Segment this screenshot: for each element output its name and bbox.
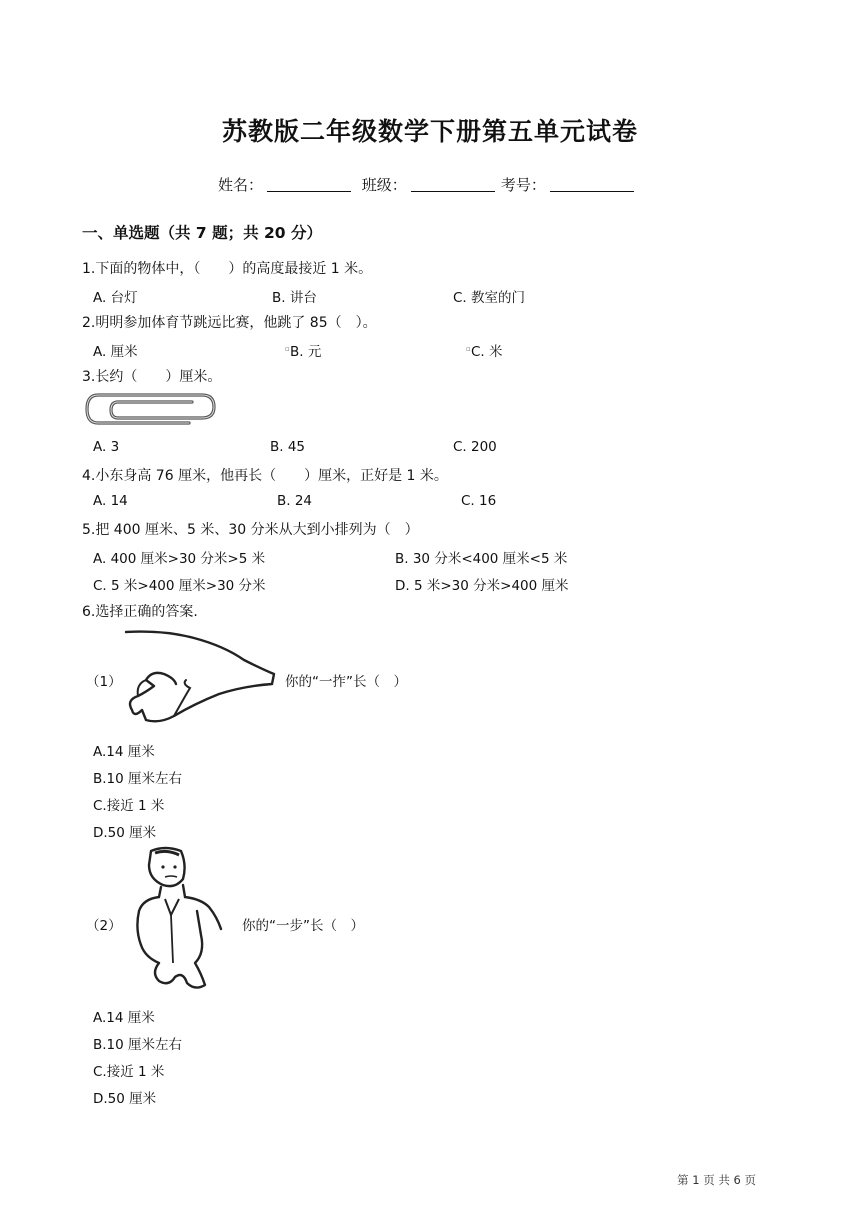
- q6-sub2-number: （2）: [86, 918, 122, 934]
- page-title: 苏教版二年级数学下册第五单元试卷: [221, 117, 638, 146]
- paperclip-icon: [84, 390, 219, 428]
- q2-option-c: C. 米: [471, 344, 503, 360]
- q2-option-a: A. 厘米: [93, 344, 138, 360]
- question-4-stem: 4.小东身高 76 厘米，他再长（ ）厘米，正好是 1 米。: [82, 468, 448, 484]
- question-3-stem: 3.长约（ ）厘米。: [82, 369, 222, 385]
- person-icon: [125, 845, 235, 997]
- number-label: 考号：: [500, 176, 546, 194]
- q6-sub1-option-a: A.14 厘米: [93, 744, 155, 760]
- q6-sub1-text: 你的“一拃”长（ ）: [285, 674, 407, 690]
- q6-sub2-option-c: C.接近 1 米: [93, 1064, 165, 1080]
- q6-sub1-option-d: D.50 厘米: [93, 825, 157, 841]
- question-6-stem: 6.选择正确的答案.: [82, 604, 198, 620]
- number-blank[interactable]: [550, 177, 634, 192]
- q4-option-a: A. 14: [93, 493, 128, 509]
- q5-option-d: D. 5 米>30 分米>400 厘米: [395, 578, 569, 594]
- question-5-stem: 5.把 400 厘米、5 米、30 分米从大到小排列为（ ）: [82, 522, 419, 538]
- q4-option-b: B. 24: [277, 493, 313, 509]
- q4-option-c: C. 16: [461, 493, 497, 509]
- q1-option-b: B. 讲台: [272, 290, 317, 306]
- q6-sub1-option-c: C.接近 1 米: [93, 798, 165, 814]
- class-label: 班级：: [361, 176, 407, 194]
- page-footer: 第 1 页 共 6 页: [677, 1173, 756, 1187]
- question-1-stem: 1.下面的物体中，（ ）的高度最接近 1 米。: [82, 261, 373, 277]
- q6-sub2-option-d: D.50 厘米: [93, 1091, 157, 1107]
- q3-option-a: A. 3: [93, 439, 120, 455]
- q6-sub2-option-b: B.10 厘米左右: [93, 1037, 183, 1053]
- question-2-stem: 2.明明参加体育节跳远比赛，他跳了 85（ ）。: [82, 315, 377, 331]
- q1-option-c: C. 教室的门: [453, 290, 526, 306]
- q6-sub2-option-a: A.14 厘米: [93, 1010, 155, 1026]
- q6-sub1-number: （1）: [86, 674, 122, 690]
- q3-option-b: B. 45: [270, 439, 306, 455]
- q6-sub2-text: 你的“一步”长（ ）: [242, 918, 364, 934]
- q6-sub1-option-b: B.10 厘米左右: [93, 771, 183, 787]
- q5-option-c: C. 5 米>400 厘米>30 分米: [93, 578, 266, 594]
- anchor-mark: ▫: [285, 345, 290, 353]
- name-blank[interactable]: [267, 177, 351, 192]
- section-heading: 一、单选题（共 7 题；共 20 分）: [82, 224, 322, 242]
- anchor-mark: ▫: [466, 345, 471, 353]
- q3-option-c: C. 200: [453, 439, 497, 455]
- q5-option-b: B. 30 分米<400 厘米<5 米: [395, 551, 568, 567]
- name-label: 姓名：: [218, 176, 264, 194]
- q2-option-b: B. 元: [290, 344, 322, 360]
- q1-option-a: A. 台灯: [93, 290, 138, 306]
- q5-option-a: A. 400 厘米>30 分米>5 米: [93, 551, 266, 567]
- hand-icon: [124, 628, 279, 728]
- class-blank[interactable]: [411, 177, 495, 192]
- student-info: [218, 174, 640, 195]
